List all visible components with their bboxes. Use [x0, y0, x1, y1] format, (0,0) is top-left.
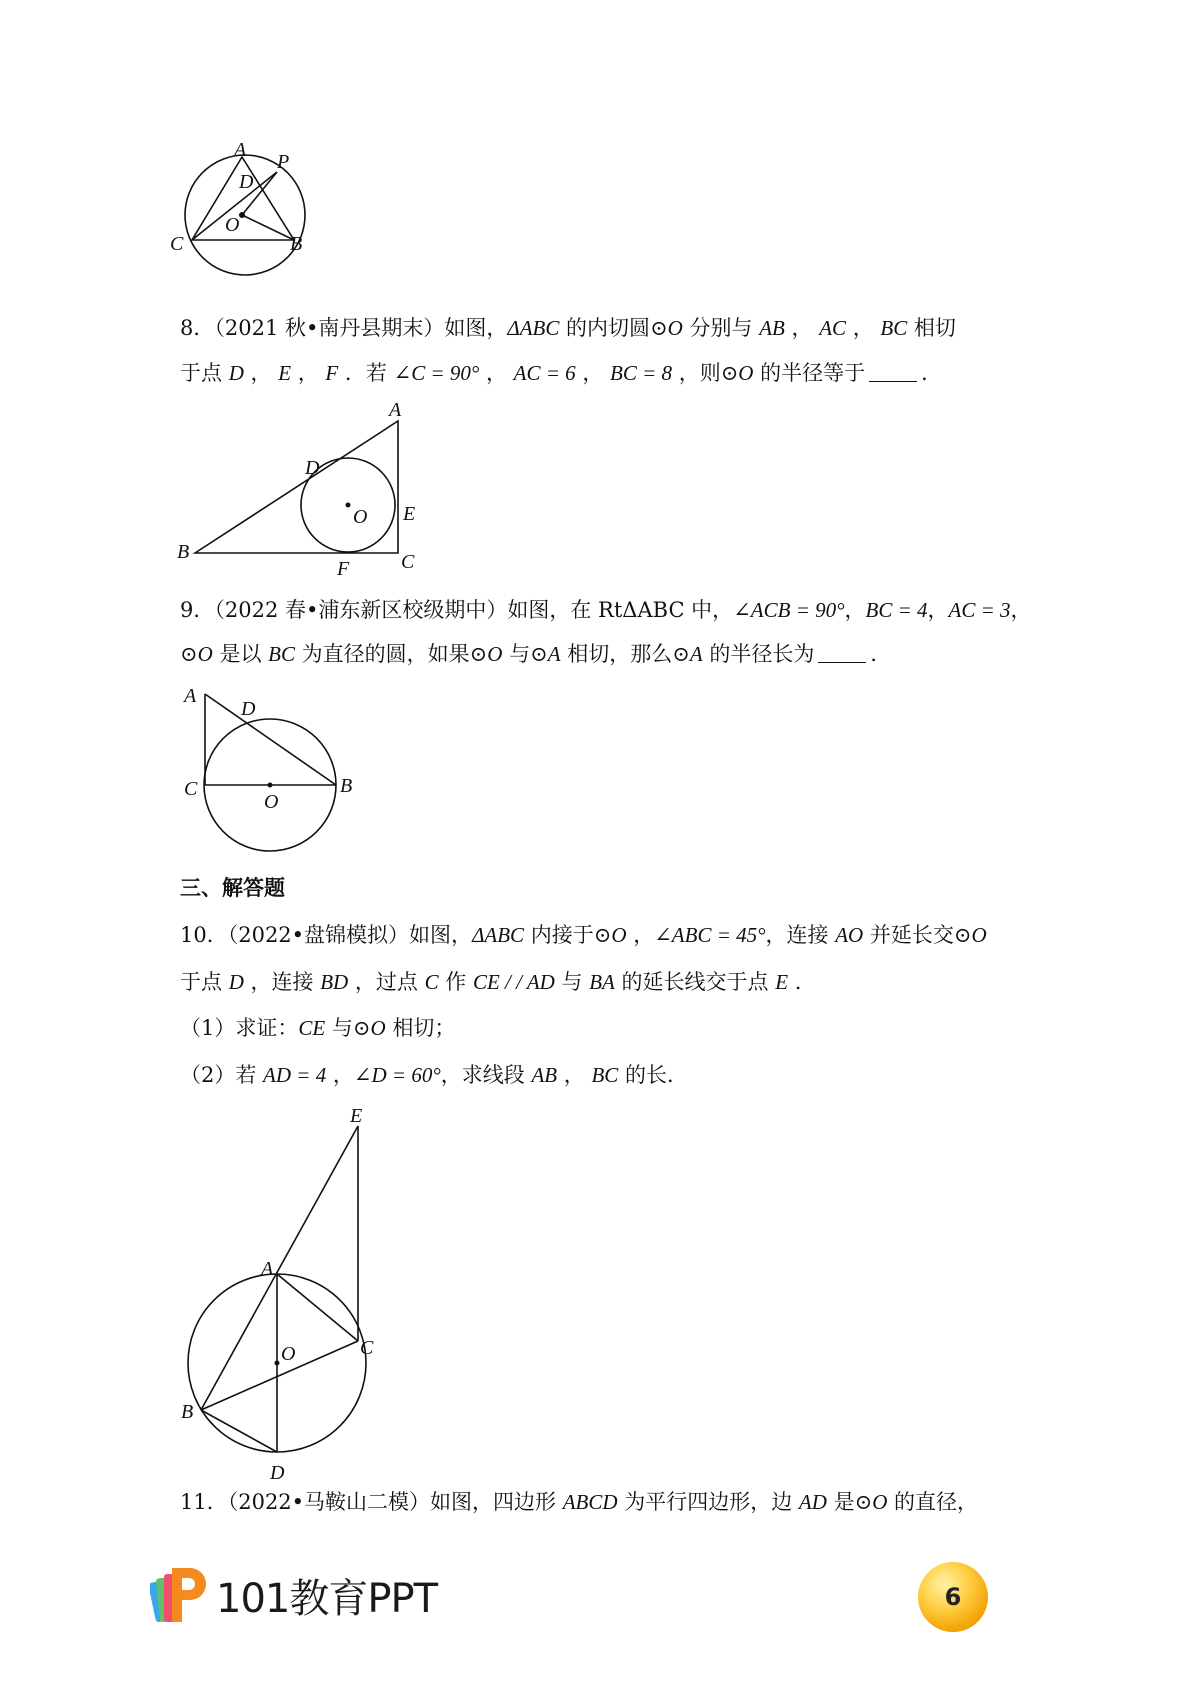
q10-line1	[180, 921, 987, 949]
math-expression: ΔABC	[507, 316, 560, 340]
text-segment: 8．（2021 秋•南丹县期末）如图，	[180, 316, 508, 340]
math-expression: ∠D = 60°	[353, 1063, 441, 1087]
q9-line2-text	[180, 642, 814, 666]
text-segment: ，	[844, 598, 866, 622]
math-expression: AB	[531, 1063, 558, 1087]
text-segment: 为平行四边形，边	[617, 1490, 799, 1514]
text-segment: ，求线段	[440, 1063, 532, 1087]
text-segment: 相切；	[385, 1016, 456, 1040]
math-expression: C	[424, 970, 439, 994]
math-expression: BC	[268, 642, 295, 666]
math-expression: ⊙O	[854, 1490, 888, 1514]
q9-line1	[180, 596, 1032, 624]
math-expression: BC = 4	[865, 598, 928, 622]
section-title: 三、解答题	[180, 875, 285, 900]
text-segment: 的延长线交于点	[614, 970, 776, 994]
math-expression: AB	[759, 316, 785, 340]
math-expression: ⊙A	[530, 642, 561, 666]
label-D: D	[305, 457, 320, 479]
math-expression: ⊙O	[180, 642, 213, 666]
q10-line2	[180, 968, 801, 996]
logo-p-icon	[150, 1562, 206, 1628]
math-expression: ⊙A	[672, 642, 703, 666]
footer-logo	[150, 1562, 437, 1628]
label-D: D	[239, 171, 254, 193]
text-segment: 与	[554, 970, 590, 994]
text-segment: .	[788, 970, 802, 994]
label-A: A	[184, 685, 197, 707]
math-expression: CE / / AD	[472, 970, 555, 994]
math-expression: E	[775, 970, 789, 994]
text-segment: 并延长交	[863, 923, 954, 947]
text-segment: 于点	[180, 361, 229, 385]
math-expression: ⊙O	[720, 361, 754, 385]
text-segment: 于点	[180, 970, 229, 994]
math-expression: BC	[591, 1063, 619, 1087]
text-segment: 10．（2022•盘锦模拟）如图，	[180, 923, 473, 947]
label-B: B	[340, 775, 353, 797]
text-segment: ，	[291, 361, 326, 385]
text-segment: ，	[575, 361, 610, 385]
label-O: O	[281, 1343, 296, 1365]
text-segment: 11．（2022•马鞍山二模）如图，四边形	[180, 1490, 563, 1514]
text-segment: ，	[784, 316, 820, 340]
math-expression: AD = 4	[263, 1063, 327, 1087]
text-segment: 是	[826, 1490, 855, 1514]
text-segment: 为直径的圆，如果	[294, 642, 470, 666]
figure-q8	[175, 398, 425, 583]
text-segment: （2）若	[180, 1063, 264, 1087]
text-segment: ，过点	[348, 970, 425, 994]
label-D: D	[241, 698, 256, 720]
math-expression: ⊙O	[953, 923, 987, 947]
label-E: E	[403, 503, 416, 525]
math-expression: D	[228, 361, 244, 385]
text-segment: ．若	[338, 361, 394, 385]
figure-q10	[175, 1105, 395, 1484]
text-segment: ，	[326, 1063, 354, 1087]
page-number-badge: 6	[918, 1562, 988, 1632]
text-segment: 与	[502, 642, 531, 666]
text-segment: ，	[557, 1063, 592, 1087]
label-C: C	[184, 778, 198, 800]
text-segment: ，	[927, 598, 949, 622]
math-expression: E	[278, 361, 292, 385]
text-segment: 的半径长为	[702, 642, 815, 666]
text-segment: ，	[479, 361, 514, 385]
q8-line2	[180, 359, 942, 387]
q9-line2	[180, 640, 891, 668]
text-segment: 相切，那么	[560, 642, 673, 666]
logo-text: 101教育PPT	[216, 1575, 438, 1622]
math-expression: BA	[589, 970, 615, 994]
math-expression: AC = 3	[948, 598, 1011, 622]
label-A: A	[389, 399, 402, 421]
text-segment: 分别与	[682, 316, 760, 340]
text-segment: ，	[1010, 598, 1032, 622]
text-segment: ，则	[672, 361, 721, 385]
label-P: P	[277, 151, 290, 173]
math-expression: ΔABC	[472, 923, 525, 947]
label-C: C	[360, 1337, 374, 1359]
label-O: O	[225, 214, 240, 236]
text-segment: 9．（2022 春•浦东新区校级期中）如图，在 RtΔABC 中，	[180, 598, 734, 622]
answer-blank[interactable]	[818, 642, 866, 663]
q8-line1	[180, 314, 956, 342]
label-E: E	[350, 1105, 363, 1127]
math-expression: ⊙O	[352, 1016, 386, 1040]
q8-line2-text	[180, 361, 865, 385]
text-segment: ，连接	[765, 923, 836, 947]
math-expression: ⊙O	[593, 923, 627, 947]
q10-line3	[180, 1014, 455, 1042]
q11-line1	[180, 1488, 978, 1516]
text-segment: 作	[438, 970, 473, 994]
math-expression: BD	[320, 970, 349, 994]
math-expression: ∠ACB = 90°	[733, 598, 845, 622]
text-segment: ，	[626, 923, 655, 947]
q8-line2-end: ．	[921, 361, 943, 385]
math-expression: ⊙O	[650, 316, 683, 340]
math-expression: F	[325, 361, 339, 385]
math-expression: BC	[880, 316, 908, 340]
label-C: C	[170, 233, 184, 255]
label-O: O	[264, 791, 279, 813]
q10-line4	[180, 1061, 688, 1089]
text-segment: （1）求证：	[180, 1016, 299, 1040]
text-segment: ，	[243, 361, 279, 385]
label-F: F	[337, 558, 350, 580]
q9-line2-end: ．	[870, 642, 892, 666]
label-O: O	[353, 506, 368, 528]
math-expression: BC = 8	[610, 361, 673, 385]
math-expression: AO	[835, 923, 864, 947]
figure-q7	[170, 139, 340, 290]
figure-q9	[180, 680, 380, 860]
label-C: C	[401, 551, 415, 573]
text-segment: 内接于	[524, 923, 594, 947]
text-segment: 与	[325, 1016, 353, 1040]
label-B: B	[181, 1401, 194, 1423]
text-segment: 的直径，	[887, 1490, 979, 1514]
math-expression: ∠ABC = 45°	[654, 923, 766, 947]
text-segment: 相切	[907, 316, 956, 340]
text-segment: ，连接	[243, 970, 321, 994]
math-expression: AC	[819, 316, 847, 340]
label-A: A	[261, 1258, 274, 1280]
label-B: B	[177, 541, 190, 563]
math-expression: ∠C = 90°	[393, 361, 480, 385]
math-expression: CE	[298, 1016, 326, 1040]
text-segment: 是以	[212, 642, 269, 666]
math-expression: AD	[798, 1490, 827, 1514]
text-segment: 的半径等于	[753, 361, 866, 385]
label-D: D	[270, 1462, 285, 1484]
math-expression: ABCD	[562, 1490, 618, 1514]
text-segment: 的长．	[618, 1063, 688, 1087]
answer-blank[interactable]	[869, 361, 917, 382]
text-segment: ，	[846, 316, 881, 340]
math-expression: D	[228, 970, 244, 994]
math-expression: ⊙O	[469, 642, 503, 666]
label-B: B	[290, 233, 303, 255]
math-expression: AC = 6	[513, 361, 576, 385]
text-segment: 的内切圆	[559, 316, 651, 340]
label-A: A	[234, 139, 247, 161]
